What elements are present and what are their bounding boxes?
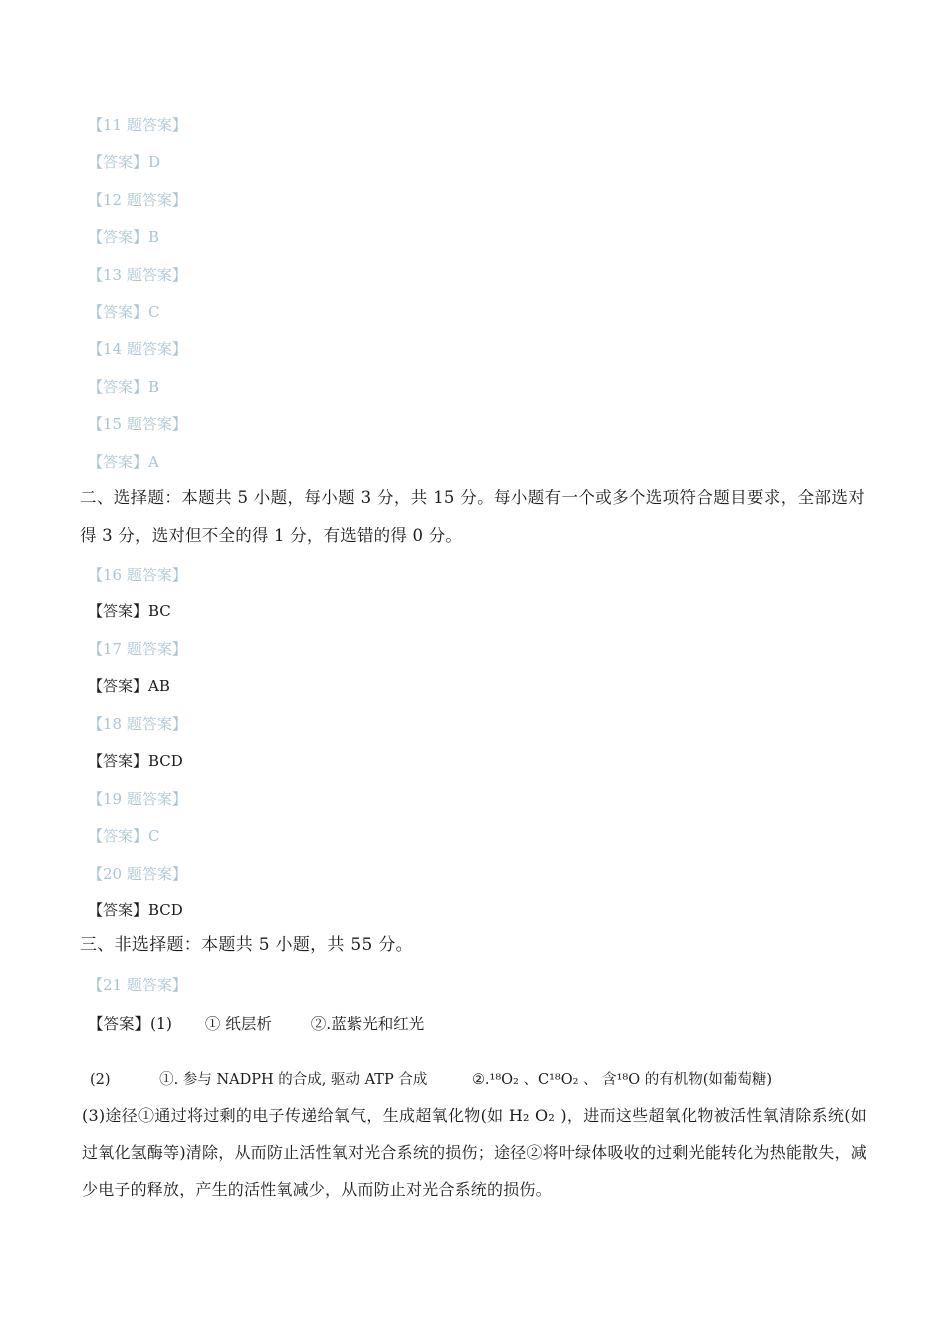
answer-label-18: 【18 题答案】 <box>88 715 187 733</box>
answer-value-13: 【答案】C <box>88 303 160 321</box>
answer-value-20: 【答案】BCD <box>88 901 183 919</box>
answer-value-17: 【答案】AB <box>88 677 170 695</box>
answer-21-part2-b: ②.¹⁸O₂ 、C¹⁸O₂ 、 含¹⁸O 的有机物(如葡萄糖) <box>471 1072 773 1088</box>
answer-label-21: 【21 题答案】 <box>88 976 187 994</box>
answer-21-part1-a: ① 纸层析 <box>204 1015 272 1033</box>
answer-21-part2-num: (2) <box>90 1072 111 1088</box>
answer-label-17: 【17 题答案】 <box>88 640 187 658</box>
answer-label-16: 【16 题答案】 <box>88 566 187 584</box>
answer-21-part1 <box>88 1012 424 1034</box>
answer-value-18: 【答案】BCD <box>88 752 183 770</box>
section-2-heading: 二、选择题：本题共 5 小题，每小题 3 分，共 15 分。每小题有一个或多个选项符合题目要求，全部选对得 3 分，选对但不全的得 1 分，有选错的得 0 分。 <box>80 488 865 545</box>
answer-21-part1-b: ②.蓝紫光和红光 <box>310 1015 425 1033</box>
answer-21-part3: (3)途径①通过将过剩的电子传递给氧气，生成超氧化物(如 H₂ O₂ )，进而这些超氧化物被活性氧清除系统(如过氧化氢酶等)清除，从而防止活性氧对光合系统的损伤；途径②将叶绿体吸收的过剩光能转化为热能散失，减少电子的释放，产生的活性氧减少，从而防止对光合系统的损伤。 <box>82 1106 867 1199</box>
answer-label-13: 【13 题答案】 <box>88 266 187 284</box>
answer-label-11: 【11 题答案】 <box>88 116 187 134</box>
answer-value-11: 【答案】D <box>88 153 161 171</box>
answer-21-part2 <box>90 1068 772 1089</box>
answer-label-19: 【19 题答案】 <box>88 790 187 808</box>
answer-value-12: 【答案】B <box>88 228 160 246</box>
section-3-heading: 三、非选择题：本题共 5 小题，共 55 分。 <box>80 935 413 955</box>
answer-21-part2-a: ①. 参与 NADPH 的合成, 驱动 ATP 合成 <box>159 1072 428 1088</box>
answer-label-14: 【14 题答案】 <box>88 340 187 358</box>
answer-label-20: 【20 题答案】 <box>88 865 187 883</box>
answer-value-14: 【答案】B <box>88 378 160 396</box>
answer-label-12: 【12 题答案】 <box>88 191 187 209</box>
answer-value-15: 【答案】A <box>88 453 159 471</box>
answer-value-16: 【答案】BC <box>88 602 171 620</box>
answer-21-prefix: 【答案】(1) <box>88 1015 172 1033</box>
answer-value-19: 【答案】C <box>88 827 160 845</box>
answer-label-15: 【15 题答案】 <box>88 415 187 433</box>
